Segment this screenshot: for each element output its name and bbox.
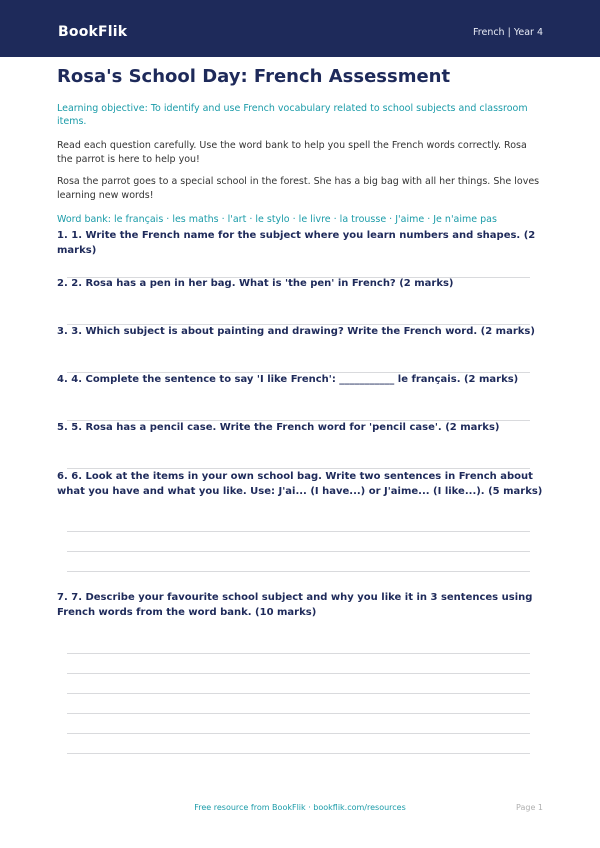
answer-line[interactable] <box>67 571 530 572</box>
question-2: 2. 2. Rosa has a pen in her bag. What is 'the pen' in French? (2 marks) <box>57 278 454 289</box>
answer-line[interactable] <box>67 733 530 734</box>
instructions-text: Read each question carefully. Use the word bank to help you spell the French words correctly. Rosa the parrot is here to help you! <box>57 140 527 165</box>
question-5: 5. 5. Rosa has a pencil case. Write the French word for 'pencil case'. (2 marks) <box>57 422 500 433</box>
page-title: Rosa's School Day: French Assessment <box>57 66 451 87</box>
footer-resource-link[interactable]: Free resource from BookFlik · bookflik.com/resources <box>194 803 406 812</box>
question-1: 1. 1. Write the French name for the subject where you learn numbers and shapes. (2 marks) <box>57 230 536 256</box>
page-number: Page 1 <box>516 803 543 812</box>
brand-logo: BookFlik <box>58 24 128 40</box>
page-header <box>0 0 600 57</box>
learning-objective: Learning objective: To identify and use French vocabulary related to school subjects and classroom items. <box>57 103 528 127</box>
answer-line[interactable] <box>67 753 530 754</box>
answer-line[interactable] <box>67 531 530 532</box>
answer-line[interactable] <box>67 673 530 674</box>
question-4: 4. 4. Complete the sentence to say 'I like French': ___________ le français. (2 marks) <box>57 374 519 385</box>
answer-line[interactable] <box>67 713 530 714</box>
story-text: Rosa the parrot goes to a special school in the forest. She has a big bag with all her things. She loves learning new words! <box>57 176 540 201</box>
answer-line[interactable] <box>67 653 530 654</box>
word-bank: Word bank: le français · les maths · l'art · le stylo · le livre · la trousse · J'aime · Je n'aime pas <box>57 214 497 225</box>
question-3: 3. 3. Which subject is about painting and drawing? Write the French word. (2 marks) <box>57 326 535 337</box>
answer-line[interactable] <box>67 551 530 552</box>
question-7: 7. 7. Describe your favourite school subject and why you like it in 3 sentences using French words from the word bank. (10 marks) <box>57 592 533 618</box>
answer-line[interactable] <box>67 693 530 694</box>
intro-section <box>57 64 543 226</box>
question-6: 6. 6. Look at the items in your own school bag. Write two sentences in French about what you have and what you like. Use: J'ai... (I have...) or J'aime... (I like...). (5 marks) <box>57 471 543 497</box>
subject-year-tag: French | Year 4 <box>473 27 543 38</box>
